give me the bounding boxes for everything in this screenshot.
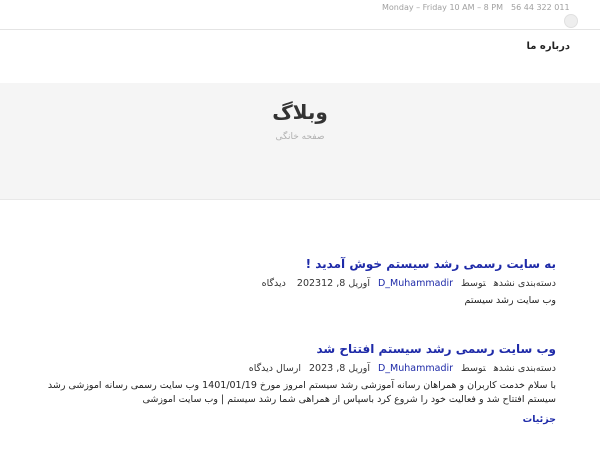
post-comments[interactable]: 12 دیدگاه [261,278,334,289]
business-hours: Monday – Friday 10 AM – 8 PM [382,3,503,12]
post-title-link[interactable]: به سایت رسمی رشد سیستم خوش آمدید ! [305,257,556,271]
post-author[interactable]: D_Muhammadir [377,363,454,374]
post-date[interactable]: آوریل 8, 2023 [296,278,370,289]
phone-number[interactable]: 56 44 322 011 [511,3,570,12]
nav-item-about[interactable]: درباره ما [526,41,570,52]
top-info-bar [0,0,600,30]
read-more-link[interactable]: جزئیات [522,414,556,425]
post-meta [36,362,556,375]
post-comments[interactable]: ارسال دیدگاه [248,363,302,374]
search-toggle-icon[interactable] [564,14,578,28]
post-meta [36,277,556,290]
post-excerpt: با سلام خدمت کاربران و همراهان رسانه آموزشی رشد سیستم امروز مورخ 1401/01/19 وب سایت رسمی رسانه اموزشی رشد سیستم افتتاح شد و فعالیت خود را شروع کرد باسپاس از همراهی شما رشد سیستم | وب سایت اموزشی [47,380,556,405]
post-category[interactable]: دسته‌بندی نشده [493,278,556,289]
breadcrumb[interactable]: صفحه خانگی [275,132,325,142]
post-item [36,341,556,426]
post-by-label: توسط [461,363,486,374]
post-title-link[interactable]: وب سایت رسمی رشد سیستم افتتاح شد [316,342,556,356]
main-navigation [0,31,600,83]
post-category[interactable]: دسته‌بندی نشده [493,363,556,374]
post-date[interactable]: آوریل 8, 2023 [309,363,370,374]
post-author[interactable]: D_Muhammadir [377,278,454,289]
post-item [36,256,556,308]
post-by-label: توسط [461,278,486,289]
page-header [0,83,600,200]
page-title: وبلاگ [272,100,328,124]
contact-info [382,3,578,12]
post-excerpt: وب سایت رشد سیستم [464,295,556,306]
